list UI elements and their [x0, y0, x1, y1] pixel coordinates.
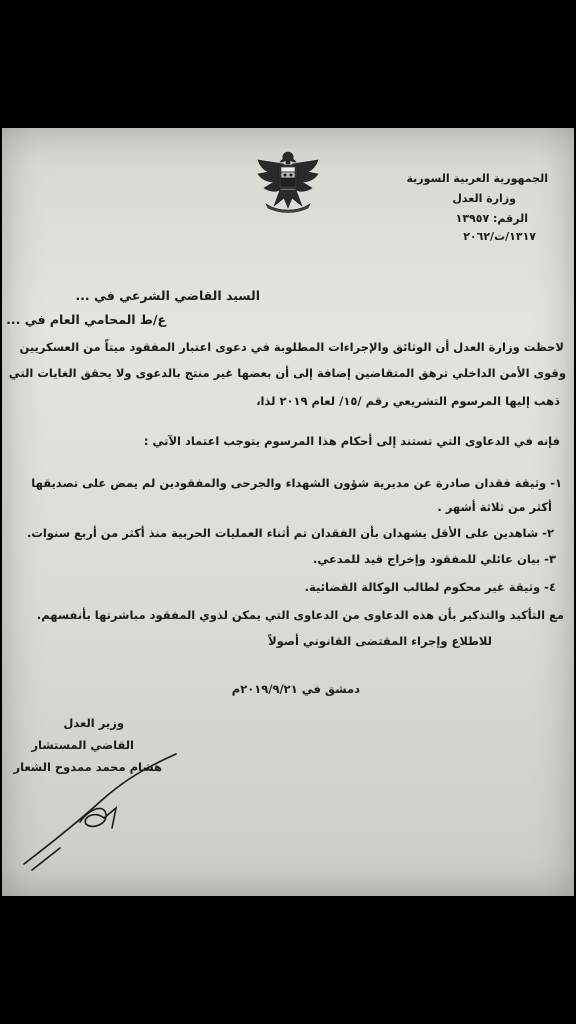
addressee-judge: السيد القاضي الشرعي في ...: [75, 288, 260, 303]
republic-name: الجمهورية العربية السورية: [406, 172, 548, 185]
requirement-1-line-1: ١- وثيقة فقدان صادرة عن مديرية شؤون الشهداء والجرحى والمفقودين لم يمض على تصديقها: [31, 476, 562, 490]
signatory-name: هشام محمد ممدوح الشعار: [13, 760, 162, 774]
requirement-4: ٤- وثيقة غير محكوم لطالب الوكالة القضائية.: [304, 580, 556, 594]
addressee-attorney: ع/ط المحامي العام في ...: [6, 312, 166, 327]
body-paragraph-line-2: وقوى الأمن الداخلي ترهق المتقاضين إضافة إلى أن بعضها غير منتج بالدعوى ولا يحقق الغايات التي: [8, 366, 566, 380]
signatory-rank: القاضي المستشار: [31, 738, 134, 752]
reference-date: ١٣١٧/ت/٢٠٦٢: [463, 230, 536, 243]
document-page: [2, 128, 574, 896]
requirement-1-line-2: أكثر من ثلاثة أشهر .: [437, 500, 552, 514]
closing-note: مع التأكيد والتذكير بأن هذه الدعاوى من الدعاوى التي يمكن لذوي المفقود مباشرتها بأنفسهم.: [36, 608, 564, 622]
syrian-eagle-emblem: [250, 148, 326, 216]
place-and-date: دمشق في ٢٠١٩/٩/٢١م: [231, 682, 360, 696]
handwritten-signature: [20, 748, 190, 888]
closing-request: للاطلاع وإجراء المقتضى القانوني أصولاً: [268, 634, 492, 648]
requirement-2: ٢- شاهدين على الأقل يشهدان بأن الفقدان تم أثناء العمليات الحربية منذ أكثر من أربع سنوات.: [26, 526, 554, 540]
ministry-name: وزارة العدل: [452, 192, 516, 205]
body-paragraph-line-3: ذهب إليها المرسوم التشريعي رقم /١٥/ لعام ٢٠١٩ لذا،: [256, 394, 560, 408]
requirement-3: ٣- بيان عائلي للمفقود وإخراج قيد للمدعي.: [312, 552, 556, 566]
body-paragraph-line-1: لاحظت وزارة العدل أن الوثائق والإجراءات المطلوبة في دعوى اعتبار المفقود ميتاً من العسكريين: [19, 340, 564, 354]
signatory-title: وزير العدل: [63, 716, 124, 730]
requirements-intro: فإنه في الدعاوى التي تستند إلى أحكام هذا المرسوم يتوجب اعتماد الآتي :: [143, 434, 560, 448]
reference-number: الرقم: ١٣٩٥٧: [455, 212, 528, 225]
